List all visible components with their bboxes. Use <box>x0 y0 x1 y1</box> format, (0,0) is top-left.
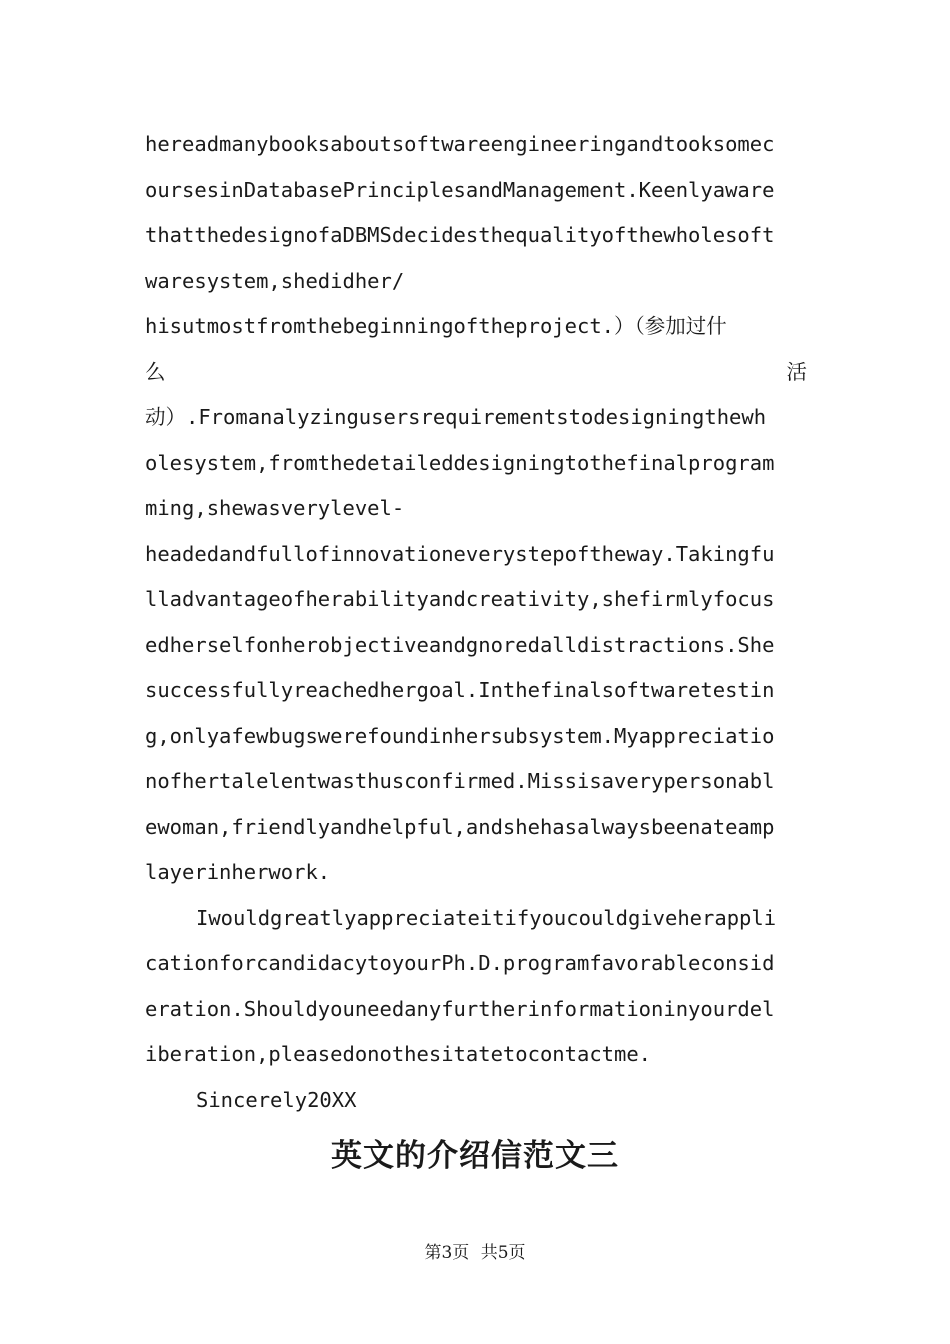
closing-line: Sincerely20XX <box>196 1087 357 1112</box>
section-heading: 英文的介绍信范文三 <box>331 1138 619 1174</box>
justified-line <box>145 350 807 396</box>
text-line: edherselfonherobjectiveandgnoredalldistractions.She <box>145 632 775 657</box>
text-line: ming,shewasverylevel- <box>145 496 405 520</box>
text-line: nofhertalelentwasthusconfirmed.Missisaverypersonabl <box>145 769 775 793</box>
text-line: g,onlyafewbugswerefoundinhersubsystem.Myappreciatio <box>145 723 775 748</box>
text-line: waresystem,shedidher/ <box>145 268 405 293</box>
text-line: ewoman,friendlyandhelpful,andshehasalwaysbeenateamp <box>145 814 775 839</box>
text-fragment-right: 活 <box>786 359 807 384</box>
body-text <box>145 122 807 1123</box>
text-line: headedandfullofinnovationeverystepoftheway.Takingfu <box>145 541 775 566</box>
text-line: lladvantageofherabilityandcreativity,shefirmlyfocus <box>145 587 775 611</box>
text-line: thatthedesignofaDBMSdecidesthequalityofthewholesoft <box>145 223 775 247</box>
text-line: layerinherwork. <box>145 860 331 884</box>
text-line: 动）.Fromanalyzingusersrequirementstodesigningthewh <box>145 405 767 429</box>
text-line: hereadmanybooksaboutsoftwareengineeringandtooksomec <box>145 132 775 156</box>
text-line: successfullyreachedhergoal.Inthefinalsoftwaretestin <box>145 678 775 702</box>
text-line: oursesinDatabasePrinciplesandManagement.Keenlyaware <box>145 177 775 202</box>
text-line: hisutmostfromthebeginningoftheproject.）（参加过什 <box>145 314 727 338</box>
text-fragment-left: 么 <box>145 359 166 384</box>
paragraph-start-line: Iwouldgreatlyappreciateitifyoucouldgiveherappli <box>196 905 777 930</box>
text-line: olesystem,fromthedetaileddesigningtothefinalprogram <box>145 450 775 475</box>
text-line: cationforcandidacytoyourPh.D.programfavorableconsid <box>145 951 775 975</box>
text-line: eration.Shouldyouneedanyfurtherinformationinyourdel <box>145 996 775 1021</box>
page-footer: 第3页 共5页 <box>424 1243 526 1263</box>
text-line: iberation,pleasedonothesitatetocontactme. <box>145 1042 652 1066</box>
